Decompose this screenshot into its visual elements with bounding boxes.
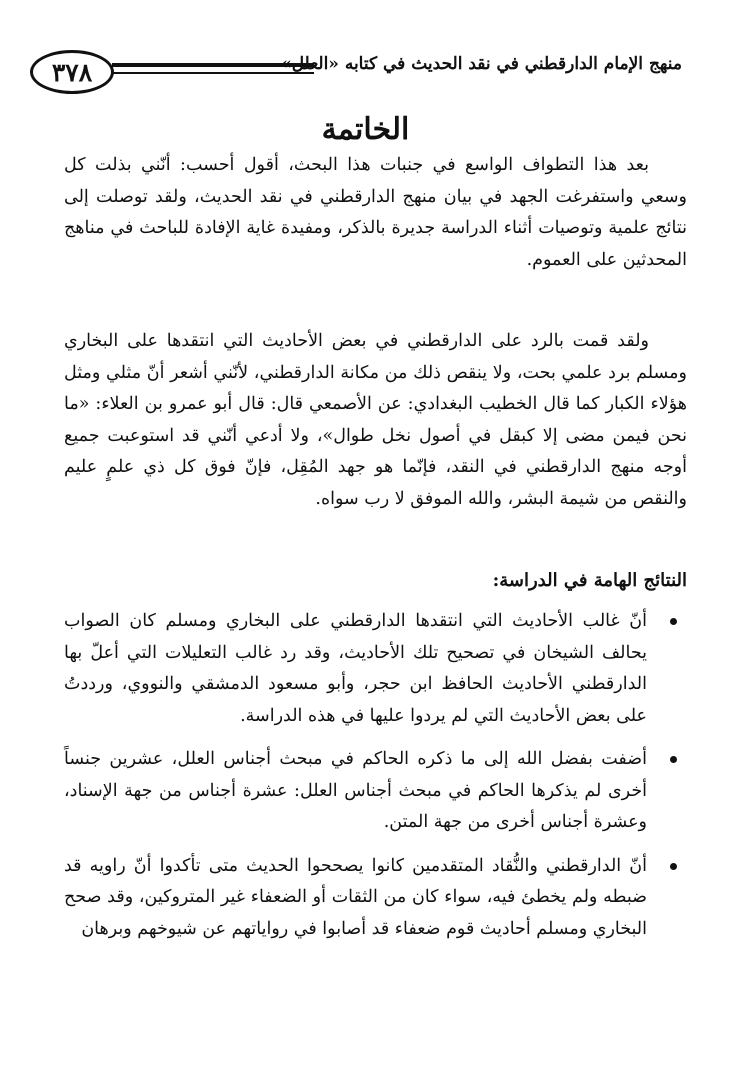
bullet-icon [670, 618, 677, 625]
list-item [64, 606, 687, 732]
paragraph-response: ولقد قمت بالرد على الدارقطني في بعض الأحاديث التي انتقدها على البخاري ومسلم برد علمي بحت، ولا ينقص ذلك من مكانة الدارقطني، لأنّني أشعر أنّ مثلي ومثل هؤلاء الكبار كما قال الخطيب البغدادي: عن الأصمعي قال: قال أبو عمرو بن العلاء: «ما نحن فيمن مضى إلا كبقل في أصول نخل طوال»، ولا أدعي أنّني قد استوعبت جميع أوجه منهج الدارقطني في النقد، فإنّما هو جهد المُقِل، فإنّ فوق كل ذي علمٍ عليم والنقص من شيمة البشر، والله الموفق لا رب سواه. [64, 331, 687, 509]
results-list [64, 606, 687, 945]
list-item [64, 851, 687, 946]
page-number: ٣٧٨ [30, 50, 114, 94]
bullet-icon [670, 863, 677, 870]
list-item [64, 744, 687, 839]
list-item-text: أضفت بفضل الله إلى ما ذكره الحاكم في مبحث أجناس العلل، عشرين جنساً أخرى لم يذكرها الحاكم في مبحث أجناس العلل: عشرة أجناس من جهة الإسناد، وعشرة أجناس أخرى من جهة المتن. [64, 749, 647, 832]
page-header [30, 50, 682, 96]
section-heading: النتائج الهامة في الدراسة: [492, 570, 687, 591]
paragraph-intro: بعد هذا التطواف الواسع في جنبات هذا البحث، أقول أحسب: أنّني بذلت كل وسعي واستفرغت الجهد في بيان منهج الدارقطني في نقد الحديث، ولقد توصلت إلى نتائج علمية وتوصيات أثناء الدراسة جديرة بالذكر، ومفيدة غاية الإفادة للباحث في مناهج المحدثين على العموم. [64, 155, 687, 270]
chapter-title: الخاتمة [321, 112, 410, 147]
list-item-text: أنّ الدارقطني والنُّقاد المتقدمين كانوا يصححوا الحديث متى تأكدوا أنّ راويه قد ضبطه ولم يخطئ فيه، سواء كان من الثقات أو الضعفاء غير المتروكين، وقد صحح البخاري ومسلم أحاديث قوم ضعفاء قد أصابوا في رواياتهم عن شيوخهم وبرهان [64, 855, 647, 939]
bullet-icon [670, 756, 677, 763]
list-item-text: أنّ غالب الأحاديث التي انتقدها الدارقطني على البخاري ومسلم كان الصواب يحالف الشيخان في تصحيح تلك الأحاديث، وقد رد غالب التعليلات التي أعلّ بها الدارقطني الأحاديث الحافظ ابن حجر، وأبو مسعود الدمشقي والنووي، ورددتُ على بعض الأحاديث التي لم يردوا عليها في هذه الدراسة. [64, 611, 647, 726]
running-title: منهج الإمام الدارقطني في نقد الحديث في كتابه «العلل» [281, 54, 682, 74]
